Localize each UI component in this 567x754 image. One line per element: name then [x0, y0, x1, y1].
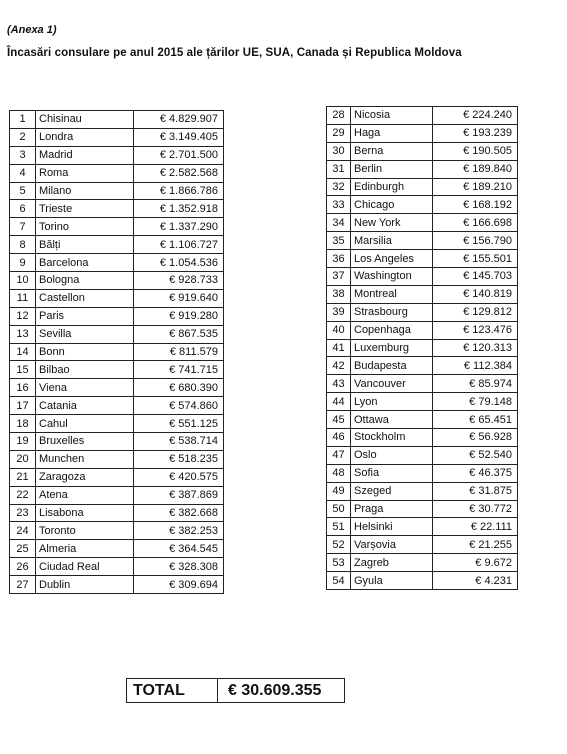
row-number: 48: [327, 464, 351, 482]
city-name: Strasbourg: [351, 303, 433, 321]
table-row: [327, 500, 518, 518]
table-row: [327, 393, 518, 411]
row-number: 54: [327, 572, 351, 590]
row-number: 24: [10, 522, 36, 540]
revenue-amount: € 4.231: [433, 572, 518, 590]
city-name: Cahul: [36, 415, 134, 433]
city-name: Montreal: [351, 285, 433, 303]
revenue-table-left: [9, 110, 224, 594]
table-row: [327, 124, 518, 142]
row-number: 18: [10, 415, 36, 433]
row-number: 3: [10, 146, 36, 164]
revenue-amount: € 538.714: [134, 433, 224, 451]
table-row: [327, 572, 518, 590]
row-number: 29: [327, 124, 351, 142]
revenue-amount: € 919.640: [134, 289, 224, 307]
revenue-amount: € 574.860: [134, 397, 224, 415]
revenue-amount: € 189.210: [433, 178, 518, 196]
row-number: 27: [10, 576, 36, 594]
revenue-amount: € 551.125: [134, 415, 224, 433]
row-number: 10: [10, 272, 36, 290]
city-name: Oslo: [351, 446, 433, 464]
row-number: 5: [10, 182, 36, 200]
table-row: [327, 446, 518, 464]
city-name: New York: [351, 214, 433, 232]
city-name: Toronto: [36, 522, 134, 540]
revenue-amount: € 189.840: [433, 160, 518, 178]
row-number: 52: [327, 536, 351, 554]
revenue-amount: € 518.235: [134, 450, 224, 468]
table-row: [327, 339, 518, 357]
city-name: Stockholm: [351, 429, 433, 447]
city-name: Copenhaga: [351, 321, 433, 339]
city-name: Gyula: [351, 572, 433, 590]
city-name: Haga: [351, 124, 433, 142]
city-name: Budapesta: [351, 357, 433, 375]
table-row: [327, 554, 518, 572]
table-row: [10, 504, 224, 522]
revenue-amount: € 382.253: [134, 522, 224, 540]
table-row: [327, 464, 518, 482]
table-row: [327, 303, 518, 321]
row-number: 37: [327, 268, 351, 286]
row-number: 17: [10, 397, 36, 415]
table-row: [327, 196, 518, 214]
table-row: [327, 142, 518, 160]
revenue-amount: € 328.308: [134, 558, 224, 576]
table-row: [10, 111, 224, 129]
revenue-amount: € 309.694: [134, 576, 224, 594]
table-row: [10, 558, 224, 576]
table-row: [10, 236, 224, 254]
revenue-amount: € 811.579: [134, 343, 224, 361]
revenue-amount: € 46.375: [433, 464, 518, 482]
table-row: [327, 178, 518, 196]
city-name: Zaragoza: [36, 468, 134, 486]
revenue-amount: € 867.535: [134, 325, 224, 343]
city-name: Zagreb: [351, 554, 433, 572]
city-name: Los Angeles: [351, 250, 433, 268]
city-name: Bonn: [36, 343, 134, 361]
table-row: [327, 285, 518, 303]
row-number: 43: [327, 375, 351, 393]
row-number: 14: [10, 343, 36, 361]
city-name: Ottawa: [351, 411, 433, 429]
table-row: [327, 250, 518, 268]
table-row: [10, 182, 224, 200]
total-label: TOTAL: [127, 679, 218, 703]
document-title: Încasări consulare pe anul 2015 ale țărilor UE, SUA, Canada și Republica Moldova: [7, 47, 462, 59]
row-number: 28: [327, 107, 351, 125]
row-number: 1: [10, 111, 36, 129]
table-row: [10, 397, 224, 415]
city-name: Nicosia: [351, 107, 433, 125]
city-name: Bilbao: [36, 361, 134, 379]
row-number: 42: [327, 357, 351, 375]
row-number: 13: [10, 325, 36, 343]
total-value: € 30.609.355: [218, 679, 345, 703]
row-number: 47: [327, 446, 351, 464]
table-row: [327, 518, 518, 536]
revenue-amount: € 224.240: [433, 107, 518, 125]
row-number: 25: [10, 540, 36, 558]
revenue-amount: € 112.384: [433, 357, 518, 375]
table-row: [327, 268, 518, 286]
row-number: 44: [327, 393, 351, 411]
revenue-amount: € 420.575: [134, 468, 224, 486]
revenue-amount: € 190.505: [433, 142, 518, 160]
city-name: Chicago: [351, 196, 433, 214]
city-name: Trieste: [36, 200, 134, 218]
city-name: Roma: [36, 164, 134, 182]
city-name: Varșovia: [351, 536, 433, 554]
city-name: Sofia: [351, 464, 433, 482]
city-name: Berlin: [351, 160, 433, 178]
table-row: [10, 128, 224, 146]
table-row: [10, 254, 224, 272]
city-name: Praga: [351, 500, 433, 518]
revenue-amount: € 1.352.918: [134, 200, 224, 218]
row-number: 53: [327, 554, 351, 572]
revenue-amount: € 129.812: [433, 303, 518, 321]
revenue-amount: € 1.866.786: [134, 182, 224, 200]
revenue-amount: € 85.974: [433, 375, 518, 393]
table-row: [10, 325, 224, 343]
row-number: 19: [10, 433, 36, 451]
table-row: [10, 379, 224, 397]
revenue-amount: € 193.239: [433, 124, 518, 142]
row-number: 40: [327, 321, 351, 339]
revenue-amount: € 919.280: [134, 307, 224, 325]
city-name: Marsilia: [351, 232, 433, 250]
revenue-amount: € 387.869: [134, 486, 224, 504]
table-row: [10, 272, 224, 290]
revenue-amount: € 364.545: [134, 540, 224, 558]
row-number: 23: [10, 504, 36, 522]
city-name: Paris: [36, 307, 134, 325]
city-name: Berna: [351, 142, 433, 160]
table-row: [10, 576, 224, 594]
row-number: 9: [10, 254, 36, 272]
city-name: Ciudad Real: [36, 558, 134, 576]
revenue-amount: € 166.698: [433, 214, 518, 232]
table-row: [10, 361, 224, 379]
revenue-amount: € 123.476: [433, 321, 518, 339]
city-name: Vancouver: [351, 375, 433, 393]
row-number: 38: [327, 285, 351, 303]
city-name: Bălți: [36, 236, 134, 254]
table-row: [327, 160, 518, 178]
row-number: 41: [327, 339, 351, 357]
city-name: Sevilla: [36, 325, 134, 343]
city-name: Madrid: [36, 146, 134, 164]
city-name: Castellon: [36, 289, 134, 307]
city-name: Chisinau: [36, 111, 134, 129]
city-name: Luxemburg: [351, 339, 433, 357]
row-number: 22: [10, 486, 36, 504]
revenue-amount: € 9.672: [433, 554, 518, 572]
revenue-amount: € 140.819: [433, 285, 518, 303]
city-name: Atena: [36, 486, 134, 504]
revenue-amount: € 21.255: [433, 536, 518, 554]
row-number: 15: [10, 361, 36, 379]
table-row: [10, 307, 224, 325]
total-row: [127, 679, 345, 703]
city-name: Dublin: [36, 576, 134, 594]
revenue-amount: € 1.337.290: [134, 218, 224, 236]
table-row: [10, 200, 224, 218]
revenue-amount: € 30.772: [433, 500, 518, 518]
table-row: [10, 343, 224, 361]
table-row: [327, 214, 518, 232]
revenue-amount: € 156.790: [433, 232, 518, 250]
row-number: 20: [10, 450, 36, 468]
row-number: 50: [327, 500, 351, 518]
row-number: 8: [10, 236, 36, 254]
row-number: 39: [327, 303, 351, 321]
row-number: 49: [327, 482, 351, 500]
city-name: Catania: [36, 397, 134, 415]
city-name: Barcelona: [36, 254, 134, 272]
annex-label: (Anexa 1): [7, 24, 57, 36]
revenue-amount: € 155.501: [433, 250, 518, 268]
row-number: 33: [327, 196, 351, 214]
city-name: Viena: [36, 379, 134, 397]
row-number: 30: [327, 142, 351, 160]
revenue-amount: € 2.701.500: [134, 146, 224, 164]
table-row: [327, 232, 518, 250]
revenue-amount: € 382.668: [134, 504, 224, 522]
revenue-amount: € 31.875: [433, 482, 518, 500]
row-number: 4: [10, 164, 36, 182]
table-row: [10, 450, 224, 468]
city-name: Bruxelles: [36, 433, 134, 451]
table-row: [10, 486, 224, 504]
city-name: Helsinki: [351, 518, 433, 536]
row-number: 36: [327, 250, 351, 268]
revenue-amount: € 4.829.907: [134, 111, 224, 129]
revenue-amount: € 928.733: [134, 272, 224, 290]
total-box: [126, 678, 345, 703]
city-name: Lyon: [351, 393, 433, 411]
row-number: 26: [10, 558, 36, 576]
row-number: 2: [10, 128, 36, 146]
revenue-amount: € 3.149.405: [134, 128, 224, 146]
city-name: Torino: [36, 218, 134, 236]
row-number: 45: [327, 411, 351, 429]
row-number: 6: [10, 200, 36, 218]
table-row: [327, 411, 518, 429]
table-row: [10, 468, 224, 486]
revenue-amount: € 1.054.536: [134, 254, 224, 272]
table-row: [10, 522, 224, 540]
revenue-amount: € 65.451: [433, 411, 518, 429]
revenue-amount: € 52.540: [433, 446, 518, 464]
row-number: 11: [10, 289, 36, 307]
table-row: [327, 429, 518, 447]
table-row: [10, 433, 224, 451]
revenue-amount: € 145.703: [433, 268, 518, 286]
row-number: 16: [10, 379, 36, 397]
city-name: Szeged: [351, 482, 433, 500]
table-row: [327, 107, 518, 125]
revenue-table-right: [326, 106, 518, 590]
row-number: 31: [327, 160, 351, 178]
row-number: 21: [10, 468, 36, 486]
revenue-amount: € 22.111: [433, 518, 518, 536]
city-name: Almeria: [36, 540, 134, 558]
table-row: [327, 482, 518, 500]
city-name: Lisabona: [36, 504, 134, 522]
row-number: 7: [10, 218, 36, 236]
revenue-amount: € 120.313: [433, 339, 518, 357]
revenue-amount: € 741.715: [134, 361, 224, 379]
city-name: Londra: [36, 128, 134, 146]
revenue-amount: € 168.192: [433, 196, 518, 214]
city-name: Munchen: [36, 450, 134, 468]
row-number: 46: [327, 429, 351, 447]
table-row: [10, 146, 224, 164]
table-row: [10, 540, 224, 558]
table-row: [327, 321, 518, 339]
row-number: 35: [327, 232, 351, 250]
revenue-amount: € 79.148: [433, 393, 518, 411]
revenue-amount: € 56.928: [433, 429, 518, 447]
revenue-amount: € 2.582.568: [134, 164, 224, 182]
table-row: [10, 218, 224, 236]
city-name: Edinburgh: [351, 178, 433, 196]
row-number: 32: [327, 178, 351, 196]
city-name: Milano: [36, 182, 134, 200]
city-name: Washington: [351, 268, 433, 286]
table-row: [10, 164, 224, 182]
city-name: Bologna: [36, 272, 134, 290]
table-row: [10, 289, 224, 307]
revenue-amount: € 680.390: [134, 379, 224, 397]
revenue-amount: € 1.106.727: [134, 236, 224, 254]
row-number: 34: [327, 214, 351, 232]
table-row: [10, 415, 224, 433]
row-number: 12: [10, 307, 36, 325]
table-row: [327, 375, 518, 393]
table-row: [327, 357, 518, 375]
table-row: [327, 536, 518, 554]
row-number: 51: [327, 518, 351, 536]
